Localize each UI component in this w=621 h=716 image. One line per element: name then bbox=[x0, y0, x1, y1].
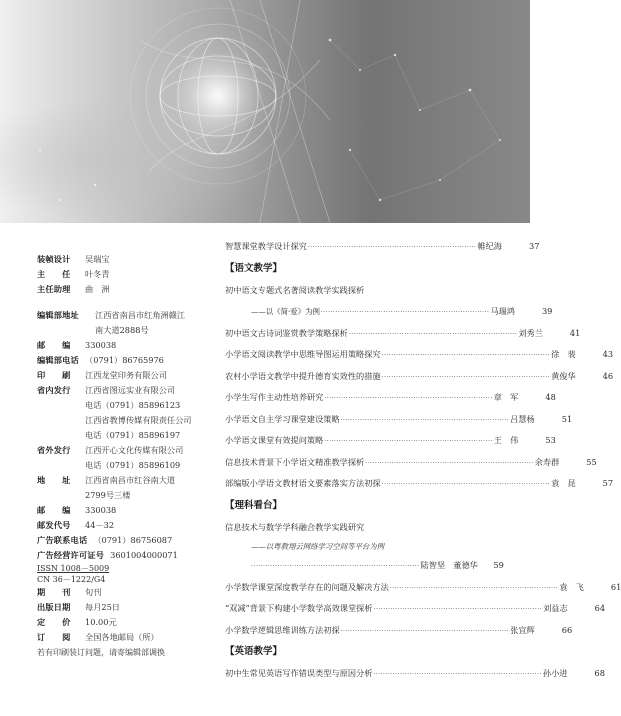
leader-dots: ······································································ bbox=[373, 671, 542, 678]
toc-page: 59 bbox=[493, 560, 504, 570]
info-value: 3601004000071 bbox=[110, 550, 178, 560]
toc-page: 66 bbox=[561, 624, 573, 635]
info-value: 每月25日 bbox=[85, 602, 120, 612]
publication-info bbox=[37, 252, 217, 660]
toc-page: 39 bbox=[541, 306, 553, 316]
info-row bbox=[37, 282, 217, 297]
toc-title: 小学数学逻辑思维训练方法初探 bbox=[225, 624, 340, 635]
info-label: 装帧设计 bbox=[37, 254, 71, 264]
toc-title: 智慧课堂教学设计探究 bbox=[225, 241, 307, 251]
info-label: 省内发行 bbox=[37, 385, 71, 395]
info-value: 江西省图远实业有限公司 bbox=[85, 385, 176, 395]
info-value: 电话（0791）85896123 bbox=[85, 400, 181, 410]
toc-author: 徐 裴 bbox=[551, 349, 576, 359]
toc-author: 王 伟 bbox=[493, 435, 519, 445]
toc-author: 袁 昆 bbox=[551, 478, 576, 488]
info-row bbox=[37, 398, 217, 413]
leader-dots: ······································································ bbox=[251, 563, 420, 570]
toc-title: 小学语文课堂有效提问策略 bbox=[225, 435, 324, 445]
toc-entry[interactable] bbox=[225, 366, 614, 388]
info-label: 地 址 bbox=[37, 475, 71, 485]
info-label: 订 阅 bbox=[37, 632, 71, 642]
toc-author: 陆智坚 董德华 bbox=[420, 560, 478, 570]
info-row bbox=[37, 600, 217, 615]
info-row bbox=[37, 585, 217, 600]
info-row bbox=[37, 413, 217, 428]
info-row bbox=[37, 615, 217, 630]
info-value: 全国各地邮局（所） bbox=[85, 632, 159, 642]
leader-dots: ······································································ bbox=[381, 373, 551, 381]
toc-entry[interactable] bbox=[225, 598, 606, 620]
toc-author: 孙小进 bbox=[542, 668, 568, 678]
info-value: 旬刊 bbox=[85, 587, 102, 597]
info-value: 江西省南昌市红角洲赣江 bbox=[95, 310, 186, 320]
info-label: 广告经营许可证号 bbox=[37, 550, 105, 560]
info-value: 江西省教博传媒有限责任公司 bbox=[85, 415, 192, 425]
info-label: 定 价 bbox=[37, 617, 71, 627]
info-value: 44－32 bbox=[85, 520, 115, 530]
info-row bbox=[37, 308, 217, 323]
leader-dots: ······································································ bbox=[389, 584, 559, 592]
toc-entry[interactable] bbox=[225, 344, 614, 366]
section-heading: 【语文教学】 bbox=[225, 262, 283, 274]
info-label: 主任助理 bbox=[37, 284, 71, 294]
info-value: 电话（0791）85896109 bbox=[85, 460, 181, 470]
info-value: 叶冬青 bbox=[85, 269, 110, 279]
toc-title: 小学语文阅读教学中思维导图运用策略探究 bbox=[225, 349, 381, 359]
info-value: 电话（0791）85896197 bbox=[85, 430, 181, 440]
toc-page: 55 bbox=[586, 456, 597, 467]
info-row bbox=[37, 518, 217, 533]
info-row bbox=[37, 383, 217, 398]
toc-entry[interactable] bbox=[225, 409, 573, 431]
toc-entry[interactable] bbox=[225, 577, 621, 599]
toc-author: 刘秀兰 bbox=[518, 327, 543, 338]
toc-page: 61 bbox=[610, 581, 621, 592]
toc-author: 章 军 bbox=[493, 392, 519, 402]
toc-entry[interactable] bbox=[225, 323, 581, 345]
header-banner-image bbox=[0, 0, 530, 223]
leader-dots: ······································································ bbox=[324, 395, 493, 402]
info-value: （0791）86756087 bbox=[93, 535, 173, 545]
toc-author: 马瑞鸿 bbox=[490, 306, 515, 316]
info-label: 编辑部电话 bbox=[37, 355, 79, 365]
toc-author: 刘益志 bbox=[543, 603, 568, 613]
info-row bbox=[37, 267, 217, 282]
toc-author: 帷纪海 bbox=[477, 241, 502, 251]
info-value: （0791）86765976 bbox=[85, 355, 164, 365]
info-row bbox=[37, 323, 217, 338]
toc-page: 68 bbox=[594, 668, 605, 678]
toc-title: 小学语文自主学习课堂建设策略 bbox=[225, 413, 340, 424]
toc-title: “双减”背景下构建小学数学高效课堂探析 bbox=[225, 603, 373, 613]
section-heading: 【理科看台】 bbox=[225, 499, 283, 511]
info-value: 南大道2888号 bbox=[95, 325, 149, 335]
toc-entry[interactable] bbox=[225, 663, 605, 685]
leader-dots: ······································································ bbox=[307, 244, 477, 251]
info-row bbox=[37, 548, 217, 563]
info-row bbox=[37, 443, 217, 458]
info-value: 330038 bbox=[85, 340, 117, 350]
toc-author: 余寿群 bbox=[534, 456, 560, 467]
toc-entry[interactable] bbox=[225, 236, 540, 258]
info-label: 期 刊 bbox=[37, 587, 71, 597]
info-label: 省外发行 bbox=[37, 445, 71, 455]
toc-title: 部编版小学语文教材语文要素落实方法初探 bbox=[225, 478, 381, 488]
toc-page: 41 bbox=[569, 327, 581, 338]
info-value: 吴瑞宝 bbox=[85, 254, 110, 264]
info-value: 曲 洲 bbox=[85, 284, 110, 294]
info-row bbox=[37, 338, 217, 353]
toc-entry[interactable] bbox=[225, 387, 556, 409]
info-label: 邮发代号 bbox=[37, 520, 71, 530]
toc-title[interactable]: 信息技术与数学学科融合教学实践研究 bbox=[225, 521, 365, 532]
toc-title: 小学生写作主动性培养研究 bbox=[225, 392, 324, 402]
info-label: 邮 编 bbox=[37, 340, 71, 350]
toc-page: 43 bbox=[602, 349, 614, 359]
toc-page: 51 bbox=[561, 413, 573, 424]
toc-title[interactable]: 初中语文专题式名著阅读教学实践探析 bbox=[225, 284, 365, 295]
toc-page: 48 bbox=[545, 392, 556, 402]
info-row bbox=[37, 630, 217, 645]
info-label: 主 任 bbox=[37, 269, 71, 279]
toc-title: 初中语文古诗词鉴赏教学策略探析 bbox=[225, 327, 348, 338]
info-row bbox=[37, 353, 217, 368]
info-label: 编辑部地址 bbox=[37, 310, 79, 320]
toc-entry[interactable] bbox=[225, 620, 573, 642]
banner-graphic bbox=[0, 0, 530, 223]
cn-number: CN 36－1222/G4 bbox=[37, 575, 106, 584]
info-row bbox=[37, 368, 217, 383]
toc-author: 张宜辉 bbox=[510, 624, 535, 635]
leader-dots: ······································································ bbox=[381, 481, 551, 488]
toc-title: 信息技术背景下小学语文精准教学探析 bbox=[225, 456, 365, 467]
toc-title: 小学数学课堂深度教学存在的问题及解决方法 bbox=[225, 581, 389, 592]
toc-page: 46 bbox=[602, 370, 614, 381]
info-row bbox=[37, 458, 217, 473]
toc-page: 53 bbox=[545, 435, 556, 445]
info-label: 邮 编 bbox=[37, 505, 71, 515]
print-issue-note: 若有印刷装订问题，请寄编辑部调换 bbox=[37, 648, 165, 657]
info-row bbox=[37, 428, 217, 443]
info-label: 广告联系电话 bbox=[37, 535, 88, 545]
section-heading: 【英语教学】 bbox=[225, 646, 283, 657]
table-of-contents bbox=[225, 236, 621, 685]
info-row bbox=[37, 503, 217, 518]
toc-entry[interactable] bbox=[225, 430, 556, 452]
toc-entry[interactable] bbox=[225, 555, 504, 577]
info-label: 出版日期 bbox=[37, 602, 71, 612]
info-value: 10.00元 bbox=[85, 617, 117, 627]
leader-dots: ······································································ bbox=[320, 309, 490, 316]
info-row bbox=[37, 533, 217, 548]
info-row bbox=[37, 473, 217, 488]
leader-dots: ······································································ bbox=[381, 352, 551, 359]
toc-title: 初中生常见英语写作错误类型与原因分析 bbox=[225, 668, 373, 678]
info-row bbox=[37, 252, 217, 267]
info-value: 江西开心文化传媒有限公司 bbox=[85, 445, 184, 455]
toc-author: 袁 飞 bbox=[559, 581, 584, 592]
leader-dots: ······································································ bbox=[324, 438, 493, 445]
toc-subtitle: ——以粤教翔云网络学习空间等平台为例 bbox=[251, 542, 385, 551]
leader-dots: ······································································ bbox=[340, 416, 510, 424]
leader-dots: ······································································ bbox=[373, 606, 543, 613]
info-value: 330038 bbox=[85, 505, 117, 515]
toc-entry[interactable] bbox=[225, 301, 553, 323]
issn-number: ISSN 1008－5009 bbox=[37, 564, 110, 573]
toc-page: 64 bbox=[594, 603, 606, 613]
toc-author: 吕慧杨 bbox=[510, 413, 535, 424]
leader-dots: ······································································ bbox=[348, 330, 518, 338]
toc-entry[interactable] bbox=[225, 473, 614, 495]
info-label: 印 刷 bbox=[37, 370, 71, 380]
toc-page: 37 bbox=[528, 241, 540, 251]
leader-dots: ······································································ bbox=[340, 627, 510, 635]
toc-entry[interactable] bbox=[225, 452, 597, 474]
toc-subtitle: ——以《简·爱》为例 bbox=[251, 307, 320, 316]
toc-title: 农村小学语文教学中提升德育实效性的措施 bbox=[225, 370, 381, 381]
toc-page: 57 bbox=[602, 478, 614, 488]
info-value: 江西龙堂印务有限公司 bbox=[85, 370, 167, 380]
info-value: 江西省南昌市红谷南大道 bbox=[85, 475, 176, 485]
info-row bbox=[37, 488, 217, 503]
toc-author: 黄俊华 bbox=[551, 370, 576, 381]
info-value: 2799号三楼 bbox=[85, 490, 131, 500]
leader-dots: ······································································ bbox=[365, 459, 534, 467]
